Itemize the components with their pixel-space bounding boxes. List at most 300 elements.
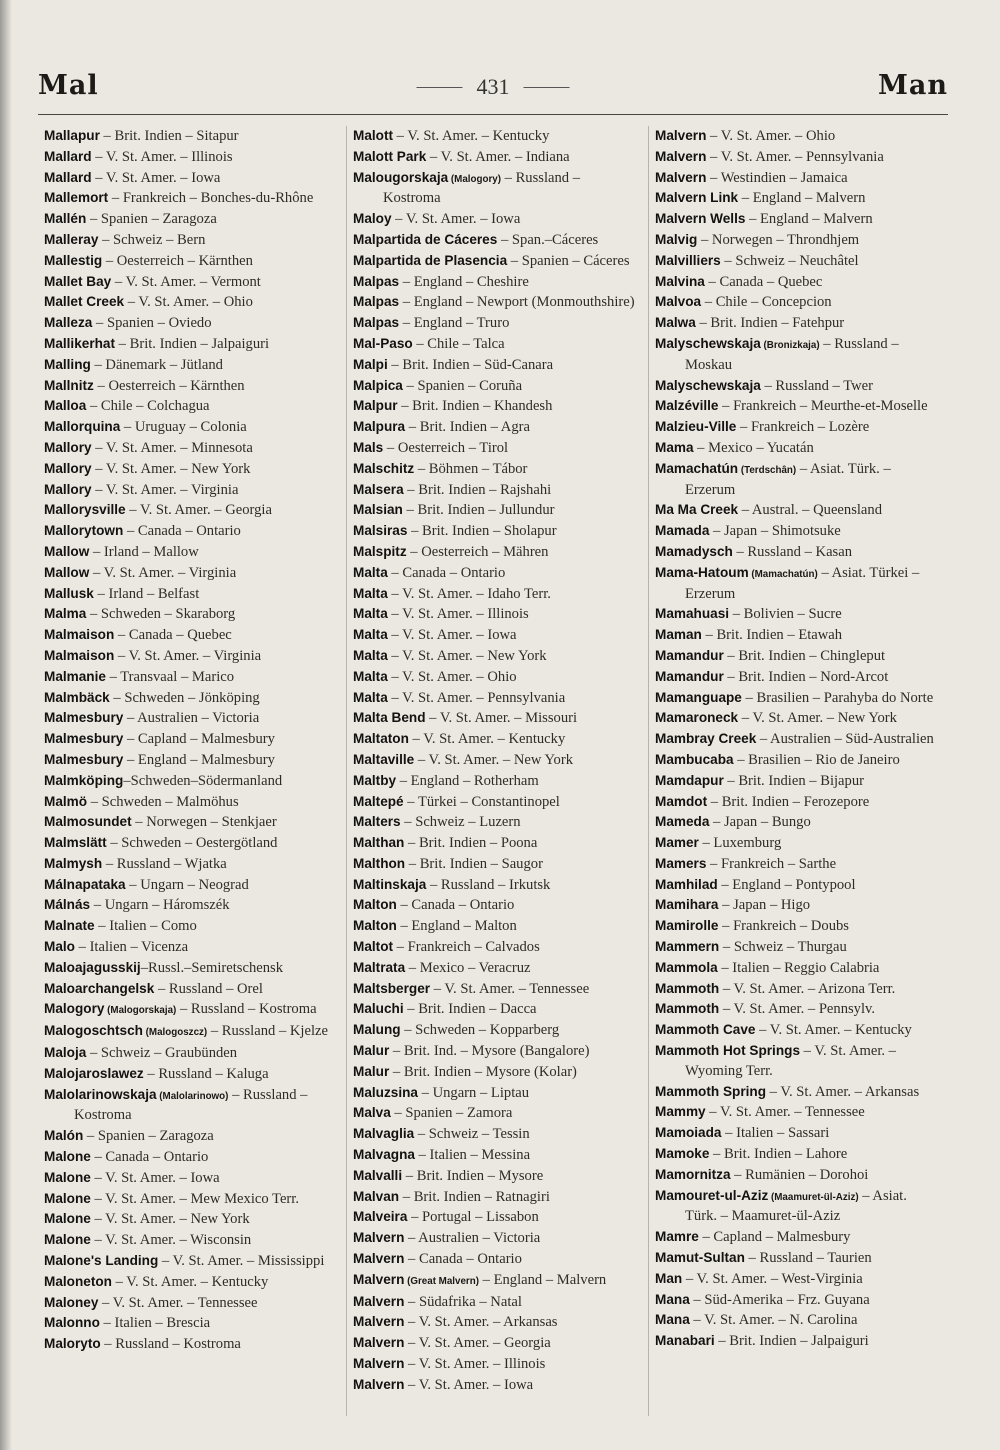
gazetteer-entry bbox=[44, 729, 338, 750]
entry-location: – England – Malvern bbox=[478, 1271, 607, 1288]
entry-headword: Malvalli bbox=[353, 1167, 403, 1183]
entry-headword: Mamirolle bbox=[655, 918, 719, 934]
entry-headword: Malvern Wells bbox=[655, 211, 746, 227]
entry-headword: Malvina bbox=[655, 273, 705, 289]
gazetteer-entry bbox=[353, 895, 640, 916]
gazetteer-entry bbox=[655, 1248, 942, 1269]
entry-headword: Mallet Bay bbox=[44, 273, 112, 289]
entry-location: – Capland – Malmesbury bbox=[123, 731, 275, 748]
entry-location: – Russland – Orel bbox=[154, 980, 263, 997]
entry-headword: Malpas bbox=[353, 273, 400, 289]
entry-location: – V. St. Amer. – Missouri bbox=[425, 710, 578, 727]
entry-headword: Malspitz bbox=[353, 543, 407, 559]
entry-headword: Malvern bbox=[353, 1314, 405, 1330]
gazetteer-entry bbox=[44, 500, 338, 521]
entry-location: – V. St. Amer. – Idaho Terr. bbox=[387, 585, 551, 602]
gazetteer-entry bbox=[44, 937, 338, 958]
entry-location: – Schweden – Oestergötland bbox=[106, 835, 278, 852]
entry-location: – Oesterreich – Mähren bbox=[406, 543, 549, 560]
gazetteer-entry bbox=[655, 334, 942, 376]
entry-location: – V. St. Amer. – Virginia bbox=[114, 647, 262, 664]
gazetteer-entry bbox=[353, 521, 640, 542]
entry-location: – Ungarn – Háromszék bbox=[90, 897, 230, 914]
entry-headword: Mamouret-ul-Aziz bbox=[655, 1187, 769, 1203]
entry-headword: Mammoth Hot Springs bbox=[655, 1043, 800, 1059]
entry-location: – Mexico – Veracruz bbox=[405, 959, 531, 976]
gazetteer-entry bbox=[44, 875, 338, 896]
entry-headword: Malzieu-Ville bbox=[655, 419, 737, 435]
entry-location: – V. St. Amer. – New York bbox=[90, 1211, 250, 1228]
entry-location: – Chile – Concepcion bbox=[701, 294, 832, 311]
entry-location: – Italien – Brescia bbox=[99, 1315, 211, 1332]
entry-location: – Italien – Como bbox=[94, 918, 197, 935]
entry-headword: Maltsberger bbox=[353, 980, 431, 996]
entry-location: – Australien – Victoria bbox=[123, 710, 260, 727]
entry-location: – V. St. Amer. – Virginia bbox=[91, 481, 239, 498]
entry-location: – Australien – Süd-Australien bbox=[756, 731, 934, 748]
gazetteer-entry bbox=[655, 272, 942, 293]
entry-headword: Malmköping bbox=[44, 772, 124, 788]
entry-headword: Malnate bbox=[44, 918, 95, 934]
entry-headword: Malton bbox=[353, 897, 397, 913]
entry-location: – Italien – Vicenza bbox=[74, 939, 189, 956]
gazetteer-entry bbox=[44, 438, 338, 459]
entry-location: – Schweden – Kopparberg bbox=[400, 1022, 560, 1039]
entry-headword: Mamadysch bbox=[655, 543, 733, 559]
entry-headword: Malyschewskaja bbox=[655, 335, 761, 351]
entry-location: – Schweden – Malmöhus bbox=[87, 793, 239, 810]
gazetteer-entry bbox=[44, 230, 338, 251]
gazetteer-entry bbox=[353, 1292, 640, 1313]
gazetteer-entry bbox=[353, 1333, 640, 1354]
entry-location: – Norwegen – Throndhjem bbox=[697, 231, 860, 248]
gazetteer-entry bbox=[353, 750, 640, 771]
entry-location: – Spanien – Zaragoza bbox=[86, 211, 217, 228]
entry-location: – V. St. Amer. – Ohio bbox=[387, 668, 517, 685]
entry-location: – Russland – Wjatka bbox=[102, 855, 227, 872]
gazetteer-entry bbox=[655, 292, 942, 313]
entry-headword: Mamachatún bbox=[655, 460, 739, 476]
gazetteer-entry bbox=[655, 604, 942, 625]
entry-headword: Malters bbox=[353, 814, 401, 830]
entry-headword: Malsera bbox=[353, 481, 404, 497]
entry-headword: Malmaison bbox=[44, 627, 115, 643]
entry-headword: Malta bbox=[353, 564, 388, 580]
gazetteer-entry bbox=[353, 916, 640, 937]
entry-location: – Rumänien – Dorohoi bbox=[730, 1166, 869, 1183]
entry-headword: Malo bbox=[44, 939, 75, 955]
entry-location: – Brit. Indien – Sholapur bbox=[407, 523, 557, 540]
entry-alt-name: (Terdschân) bbox=[738, 464, 797, 476]
entry-headword: Malschitz bbox=[353, 460, 415, 476]
entry-location: – Canada – Ontario bbox=[404, 1251, 522, 1268]
entry-location: – Capland – Malmesbury bbox=[698, 1229, 851, 1246]
gazetteer-entry bbox=[44, 833, 338, 854]
gazetteer-entry bbox=[655, 1123, 942, 1144]
entry-headword: Mama bbox=[655, 439, 694, 455]
entry-headword: Malpas bbox=[353, 294, 400, 310]
gazetteer-entry bbox=[353, 792, 640, 813]
entry-location: – Russland – Kasan bbox=[732, 543, 853, 560]
entry-headword: Maltaville bbox=[353, 751, 415, 767]
gazetteer-entry bbox=[44, 708, 338, 729]
gazetteer-entry bbox=[44, 771, 338, 792]
gazetteer-entry bbox=[353, 875, 640, 896]
gazetteer-entry bbox=[44, 147, 338, 168]
entry-location: – Portugal – Lissabon bbox=[407, 1209, 539, 1226]
entry-location: – Brit. Indien – Mysore bbox=[402, 1167, 544, 1184]
gazetteer-entry bbox=[44, 1293, 338, 1314]
entry-headword: Malta bbox=[353, 627, 388, 643]
entry-location: – Frankreich – Calvados bbox=[393, 939, 540, 956]
gazetteer-entry bbox=[353, 334, 640, 355]
entry-headword: Mamhilad bbox=[655, 876, 718, 892]
entry-location: – Brit. Indien – Lahore bbox=[709, 1146, 848, 1163]
entry-headword: Malogory bbox=[44, 1001, 105, 1017]
entry-location: – V. St. Amer. – Pennsylv. bbox=[719, 1001, 876, 1018]
entry-headword: Malvan bbox=[353, 1188, 400, 1204]
entry-location: – V. St. Amer. – Kentucky bbox=[111, 1273, 269, 1290]
entry-headword: Mamada bbox=[655, 523, 710, 539]
entry-headword: Malvig bbox=[655, 231, 698, 247]
gazetteer-entry bbox=[44, 542, 338, 563]
gazetteer-entry bbox=[44, 979, 338, 1000]
gazetteer-entry bbox=[655, 230, 942, 251]
entry-headword: Malpur bbox=[353, 398, 398, 414]
entry-location: – Schweden – Skaraborg bbox=[86, 606, 236, 623]
entry-headword: Malleray bbox=[44, 231, 99, 247]
entry-location: – Spanien – Coruña bbox=[402, 377, 523, 394]
entry-location: – Frankreich – Bonches-du-Rhône bbox=[108, 190, 314, 207]
entry-location: – Canada – Ontario bbox=[123, 523, 241, 540]
entry-location: – Brit. Indien – Süd-Canara bbox=[387, 356, 554, 373]
entry-headword: Malmosundet bbox=[44, 814, 132, 830]
entry-location: – Brit. Indien – Sitapur bbox=[99, 128, 239, 144]
entry-headword: Mamer bbox=[655, 835, 699, 851]
entry-headword: Mallory bbox=[44, 481, 92, 497]
entry-headword: Maltepé bbox=[353, 793, 404, 809]
gazetteer-entry bbox=[655, 916, 942, 937]
gazetteer-entry bbox=[44, 1189, 338, 1210]
entry-location: – Russland – Twer bbox=[760, 377, 874, 394]
entry-location: – Schweden – Jönköping bbox=[109, 689, 260, 706]
entry-headword: Malta Bend bbox=[353, 710, 426, 726]
entry-headword: Malvern bbox=[353, 1251, 405, 1267]
gazetteer-entry bbox=[44, 1085, 338, 1127]
entry-headword: Mana bbox=[655, 1291, 690, 1307]
gazetteer-entry bbox=[353, 688, 640, 709]
gazetteer-entry bbox=[353, 937, 640, 958]
entry-location: – V. St. Amer. – New York bbox=[414, 751, 574, 768]
entry-location: – V. St. Amer. – Iowa bbox=[91, 169, 221, 186]
entry-alt-name: (Malogorskaja) bbox=[104, 1005, 177, 1017]
gazetteer-entry bbox=[655, 1331, 942, 1352]
gazetteer-entry bbox=[353, 1270, 640, 1292]
gazetteer-entry bbox=[44, 792, 338, 813]
gazetteer-entry bbox=[655, 376, 942, 397]
entry-location: – Canada – Quebec bbox=[704, 273, 823, 290]
entry-headword: Mallard bbox=[44, 148, 92, 164]
entry-headword: Malsian bbox=[353, 502, 403, 518]
entry-headword: Malvern Link bbox=[655, 190, 739, 206]
entry-location: – Frankreich – Sarthe bbox=[706, 855, 837, 872]
entry-headword: Mallén bbox=[44, 211, 87, 227]
entry-headword: Malougorskaja bbox=[353, 169, 449, 185]
gazetteer-entry bbox=[353, 667, 640, 688]
entry-location: – V. St. Amer. – Mississippi bbox=[158, 1253, 325, 1270]
gazetteer-entry bbox=[44, 168, 338, 189]
entry-headword: Maltinskaja bbox=[353, 876, 427, 892]
entry-headword: Mallapur bbox=[44, 128, 100, 143]
entry-location: – Schweiz – Bern bbox=[98, 231, 206, 248]
entry-headword: Mallorquina bbox=[44, 419, 121, 435]
entry-headword: Mallorysville bbox=[44, 502, 126, 518]
gazetteer-entry bbox=[655, 1310, 942, 1331]
entry-location: – Schweiz – Luzern bbox=[400, 814, 521, 831]
gazetteer-entry bbox=[655, 459, 942, 501]
page-edge-shadow bbox=[0, 0, 12, 1450]
entry-headword: Maloryto bbox=[44, 1336, 101, 1352]
gazetteer-entry bbox=[44, 999, 338, 1021]
gazetteer-entry bbox=[44, 1209, 338, 1230]
entry-headword: Maltot bbox=[353, 939, 394, 955]
gazetteer-entry bbox=[353, 1062, 640, 1083]
gazetteer-entry bbox=[655, 833, 942, 854]
gazetteer-entry bbox=[353, 625, 640, 646]
entry-headword: Málnapataka bbox=[44, 876, 126, 892]
entry-location: – Brit. Ind. – Mysore (Bangalore) bbox=[389, 1043, 590, 1060]
gazetteer-entry bbox=[655, 438, 942, 459]
gazetteer-entry bbox=[44, 625, 338, 646]
gazetteer-entry bbox=[44, 584, 338, 605]
entry-location: – Italien – Messina bbox=[414, 1147, 531, 1164]
gazetteer-entry bbox=[655, 999, 942, 1020]
entry-headword: Malthan bbox=[353, 835, 405, 851]
gazetteer-entry bbox=[353, 1207, 640, 1228]
gazetteer-entry bbox=[655, 1041, 942, 1082]
gazetteer-entry bbox=[44, 1230, 338, 1251]
entry-headword: Malojaroslawez bbox=[44, 1065, 144, 1081]
entry-location: – Schweiz – Graubünden bbox=[86, 1045, 238, 1062]
entry-location: – Canada – Ontario bbox=[396, 897, 515, 914]
entry-headword: Maltby bbox=[353, 772, 397, 788]
entry-headword: Malur bbox=[353, 1063, 390, 1079]
entry-location: – Oesterreich – Kärnthen bbox=[93, 377, 245, 394]
gazetteer-entry bbox=[353, 604, 640, 625]
entry-headword: Malpura bbox=[353, 419, 406, 435]
entry-headword: Malpas bbox=[353, 315, 400, 331]
gazetteer-entry bbox=[44, 958, 338, 979]
entry-location: – Russland – Kostroma bbox=[383, 169, 581, 207]
entry-location: – Chile – Colchagua bbox=[86, 398, 210, 415]
entry-headword: Mamre bbox=[655, 1229, 699, 1245]
entry-headword: Malpica bbox=[353, 377, 403, 393]
gazetteer-entry bbox=[44, 1168, 338, 1189]
entry-location: – Süd-Amerika – Frz. Guyana bbox=[689, 1291, 870, 1308]
gazetteer-entry bbox=[44, 521, 338, 542]
header-left-catchword: Mal bbox=[38, 70, 99, 101]
entry-location: – V. St. Amer. – Illinois bbox=[404, 1356, 546, 1373]
gazetteer-entry bbox=[353, 376, 640, 397]
entry-headword: Mama-Hatoum bbox=[655, 564, 749, 580]
entry-location: – V. St. Amer. – Wisconsin bbox=[90, 1232, 252, 1249]
gazetteer-entry bbox=[353, 459, 640, 480]
entry-location: – Russland – Kostroma bbox=[176, 1001, 317, 1018]
entry-location: – V. St. Amer. – Arkansas bbox=[766, 1083, 920, 1100]
gazetteer-entry bbox=[353, 1020, 640, 1041]
entry-headword: Maman bbox=[655, 627, 702, 643]
entry-location: – Brit. Indien – Nord-Arcot bbox=[723, 668, 889, 685]
entry-headword: Maloy bbox=[353, 211, 392, 227]
entry-headword: Malloa bbox=[44, 398, 87, 414]
entry-location: – Canada – Ontario bbox=[90, 1149, 209, 1166]
entry-location: – V. St. Amer. – Wyoming Terr. bbox=[685, 1043, 896, 1079]
entry-headword: Malott bbox=[353, 128, 394, 143]
entry-location: – Schweiz – Thurgau bbox=[719, 939, 847, 956]
gazetteer-entry bbox=[44, 1251, 338, 1272]
entry-headword: Mamdot bbox=[655, 793, 708, 809]
entry-location: – Russland – Taurien bbox=[744, 1250, 872, 1267]
entry-headword: Malmaison bbox=[44, 647, 115, 663]
entry-location: – Frankreich – Meurthe-et-Moselle bbox=[718, 398, 928, 415]
entry-headword: Malone bbox=[44, 1190, 91, 1206]
gazetteer-entry bbox=[44, 895, 338, 916]
entry-location: – Brit. Indien – Dacca bbox=[403, 1001, 537, 1018]
entry-headword: Malvilliers bbox=[655, 252, 721, 268]
entry-location: – Norwegen – Stenkjaer bbox=[131, 814, 277, 831]
entry-headword: Mals bbox=[353, 439, 384, 455]
entry-headword: Malmesbury bbox=[44, 710, 124, 726]
entry-headword: Malyschewskaja bbox=[655, 377, 761, 393]
entry-location: – Brit. Indien – Saugor bbox=[405, 855, 543, 872]
entry-headword: Malton bbox=[353, 918, 397, 934]
entry-location: – Australien – Victoria bbox=[404, 1230, 541, 1247]
entry-location: – V. St. Amer. – Tennessee bbox=[705, 1104, 865, 1121]
entry-headword: Malmesbury bbox=[44, 731, 124, 747]
entry-headword: Mallard bbox=[44, 169, 92, 185]
header-dash-left bbox=[417, 87, 463, 88]
entry-headword: Malvagna bbox=[353, 1147, 415, 1163]
entry-location: – Brit. Indien – Chingleput bbox=[723, 647, 886, 664]
entry-headword: Mallet Creek bbox=[44, 294, 125, 310]
entry-location: – V. St. Amer. – Minnesota bbox=[91, 439, 253, 456]
entry-location: – Brit. Indien – Poona bbox=[404, 835, 538, 852]
entry-location: – Japan – Shimotsuke bbox=[709, 523, 841, 540]
gazetteer-entry bbox=[44, 126, 338, 147]
gazetteer-entry bbox=[655, 168, 942, 189]
gazetteer-entry bbox=[655, 854, 942, 875]
column-right bbox=[648, 126, 950, 1416]
gazetteer-entry bbox=[353, 480, 640, 501]
gazetteer-entry bbox=[655, 1269, 942, 1290]
entry-location: – Brit. Indien – Jullundur bbox=[402, 502, 555, 519]
entry-location: – Austral. – Queensland bbox=[738, 502, 882, 519]
entry-headword: Mamdapur bbox=[655, 772, 724, 788]
entry-location: – Spanien – Zamora bbox=[390, 1105, 513, 1122]
entry-location: – Türkei – Constantinopel bbox=[403, 793, 560, 810]
gazetteer-entry bbox=[353, 1124, 640, 1145]
gazetteer-entry bbox=[44, 1334, 338, 1355]
entry-location: – V. St. Amer. – Indiana bbox=[426, 148, 570, 165]
entry-headword: Mambray Creek bbox=[655, 731, 757, 747]
gazetteer-entry bbox=[655, 563, 942, 605]
entry-location: – V. St. Amer. – Arizona Terr. bbox=[719, 980, 896, 997]
entry-headword: Málnás bbox=[44, 897, 91, 913]
entry-headword: Malzéville bbox=[655, 398, 719, 414]
gazetteer-entry bbox=[655, 521, 942, 542]
entry-headword: Malma bbox=[44, 606, 87, 622]
entry-location: – Spanien – Cáceres bbox=[507, 252, 630, 269]
entry-location: – Spanien – Oviedo bbox=[92, 315, 212, 332]
gazetteer-entry bbox=[353, 355, 640, 376]
gazetteer-entry bbox=[353, 438, 640, 459]
entry-headword: Malvern bbox=[655, 169, 707, 185]
entry-headword: Mambucaba bbox=[655, 751, 734, 767]
gazetteer-entry bbox=[44, 667, 338, 688]
entry-headword: Mallikerhat bbox=[44, 335, 116, 351]
entry-alt-name: (Maamuret-ül-Aziz) bbox=[768, 1191, 859, 1203]
gazetteer-entry bbox=[44, 916, 338, 937]
entry-headword: Malvern bbox=[655, 128, 707, 143]
running-header bbox=[38, 70, 948, 110]
entry-location: – Asiat. Türkei – Erzerum bbox=[685, 564, 920, 602]
entry-location: – Bolivien – Sucre bbox=[729, 606, 842, 623]
gazetteer-entry bbox=[353, 1375, 640, 1396]
entry-headword: Malvern bbox=[353, 1376, 405, 1392]
entry-location: – Spanien – Zaragoza bbox=[83, 1128, 214, 1145]
page-number-group bbox=[417, 74, 570, 100]
entry-headword: Malvern bbox=[353, 1335, 405, 1351]
entry-location: – Brit. Indien – Agra bbox=[405, 419, 530, 436]
entry-headword: Malta bbox=[353, 689, 388, 705]
entry-location: – Brit. Indien – Rajshahi bbox=[403, 481, 552, 498]
gazetteer-entry bbox=[44, 1147, 338, 1168]
entry-location: – V. St. Amer. – Illinois bbox=[91, 148, 233, 165]
entry-headword: Maltrata bbox=[353, 959, 406, 975]
entry-headword: Malvern bbox=[353, 1230, 405, 1246]
entry-location: – England – Rotherham bbox=[396, 772, 539, 789]
gazetteer-entry bbox=[655, 895, 942, 916]
header-rule bbox=[38, 114, 948, 115]
entry-headword: Malvoa bbox=[655, 294, 702, 310]
entry-location: – V. St. Amer. – Iowa bbox=[404, 1376, 534, 1393]
entry-location: – England – Malton bbox=[396, 918, 517, 935]
entry-headword: Malvern bbox=[353, 1293, 405, 1309]
gazetteer-entry bbox=[353, 168, 640, 210]
gazetteer-entry bbox=[44, 688, 338, 709]
entry-headword: Malone bbox=[44, 1232, 91, 1248]
entry-headword: Mammy bbox=[655, 1104, 706, 1120]
gazetteer-entry bbox=[353, 771, 640, 792]
entry-headword: Malwa bbox=[655, 315, 696, 331]
entry-headword: Malur bbox=[353, 1043, 390, 1059]
entry-location: – V. St. Amer. – Georgia bbox=[404, 1335, 551, 1352]
gazetteer-entry bbox=[353, 854, 640, 875]
entry-location: – Irland – Belfast bbox=[93, 585, 200, 602]
gazetteer-entry bbox=[353, 542, 640, 563]
entry-headword: Mallow bbox=[44, 543, 90, 559]
gazetteer-entry bbox=[655, 812, 942, 833]
gazetteer-entry bbox=[44, 209, 338, 230]
entry-location: – Brit. Indien – Ferozepore bbox=[707, 793, 870, 810]
entry-location: – Oesterreich – Kärnthen bbox=[102, 252, 253, 269]
entry-headword: Maltaton bbox=[353, 731, 409, 747]
gazetteer-entry bbox=[655, 688, 942, 709]
gazetteer-entry bbox=[655, 1290, 942, 1311]
entry-headword: Malta bbox=[353, 585, 388, 601]
entry-location: – V. St. Amer. – Georgia bbox=[125, 502, 272, 519]
gazetteer-entry bbox=[353, 292, 640, 313]
